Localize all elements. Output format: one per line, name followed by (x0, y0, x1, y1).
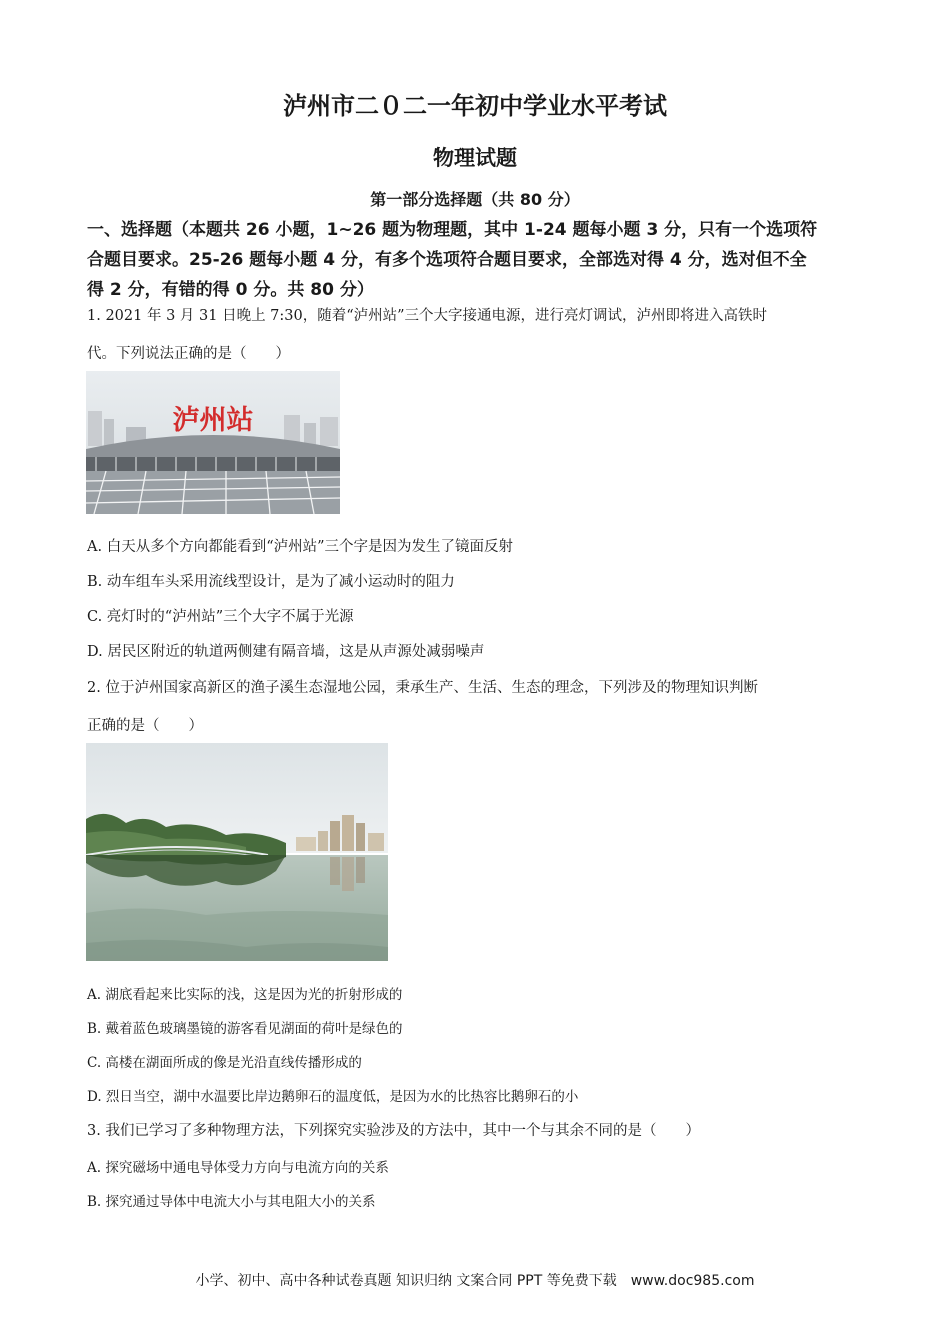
question-3-option: B. 探究通过导体中电流大小与其电阻大小的关系 (87, 1194, 376, 1210)
question-3-stem: 3. 我们已学习了多种物理方法，下列探究实验涉及的方法中，其中一个与其余不同的是（ ） (87, 1123, 700, 1139)
station-sign-text: 泸州站 (172, 405, 254, 436)
question-1-stem: 代。下列说法正确的是（ ） (87, 346, 290, 362)
question-2-stem: 2. 位于泸州国家高新区的渔子溪生态湿地公园，秉承生产、生活、生态的理念，下列涉及的物理知识判断 (87, 680, 758, 696)
wetland-park-illustration (86, 743, 388, 961)
footer-text: 小学、初中、高中各种试卷真题 知识归纳 文案合同 PPT 等免费下载 www.doc985.com (195, 1273, 755, 1289)
question-1-option: D. 居民区附近的轨道两侧建有隔音墙，这是从声源处减弱噪声 (87, 644, 485, 660)
question-2-option: A. 湖底看起来比实际的浅，这是因为光的折射形成的 (87, 987, 403, 1003)
instruction-line: 合题目要求。25-26 题每小题 4 分，有多个选项符合题目要求，全部选对得 4 分，选对但不全 (87, 250, 807, 270)
question-1-option: A. 白天从多个方向都能看到“泸州站”三个字是因为发生了镜面反射 (87, 539, 514, 555)
subject-title: 物理试题 (433, 146, 517, 170)
question-2-option: B. 戴着蓝色玻璃墨镜的游客看见湖面的荷叶是绿色的 (87, 1021, 403, 1037)
question-1-option: C. 亮灯时的“泸州站”三个大字不属于光源 (87, 609, 354, 625)
instruction-line: 得 2 分，有错的得 0 分。共 80 分） (87, 280, 374, 300)
question-1-option: B. 动车组车头采用流线型设计，是为了减小运动时的阻力 (87, 574, 455, 590)
question-2-option: C. 高楼在湖面所成的像是光沿直线传播形成的 (87, 1055, 362, 1071)
wetland-park-photo (86, 743, 388, 961)
luzhou-station-illustration (86, 371, 340, 514)
question-2-stem: 正确的是（ ） (87, 718, 203, 734)
luzhou-station-photo (86, 371, 340, 514)
question-1-stem: 1. 2021 年 3 月 31 日晚上 7:30，随着“泸州站”三个大字接通电源，进行亮灯调试，泸州即将进入高铁时 (87, 308, 768, 324)
part-title: 第一部分选择题（共 80 分） (370, 190, 580, 209)
question-3-option: A. 探究磁场中通电导体受力方向与电流方向的关系 (87, 1160, 389, 1176)
main-title: 泸州市二０二一年初中学业水平考试 (283, 92, 667, 120)
instruction-line: 一、选择题（本题共 26 小题，1~26 题为物理题，其中 1-24 题每小题 3 分，只有一个选项符 (87, 220, 818, 240)
question-2-option: D. 烈日当空，湖中水温要比岸边鹅卵石的温度低，是因为水的比热容比鹅卵石的小 (87, 1089, 579, 1105)
